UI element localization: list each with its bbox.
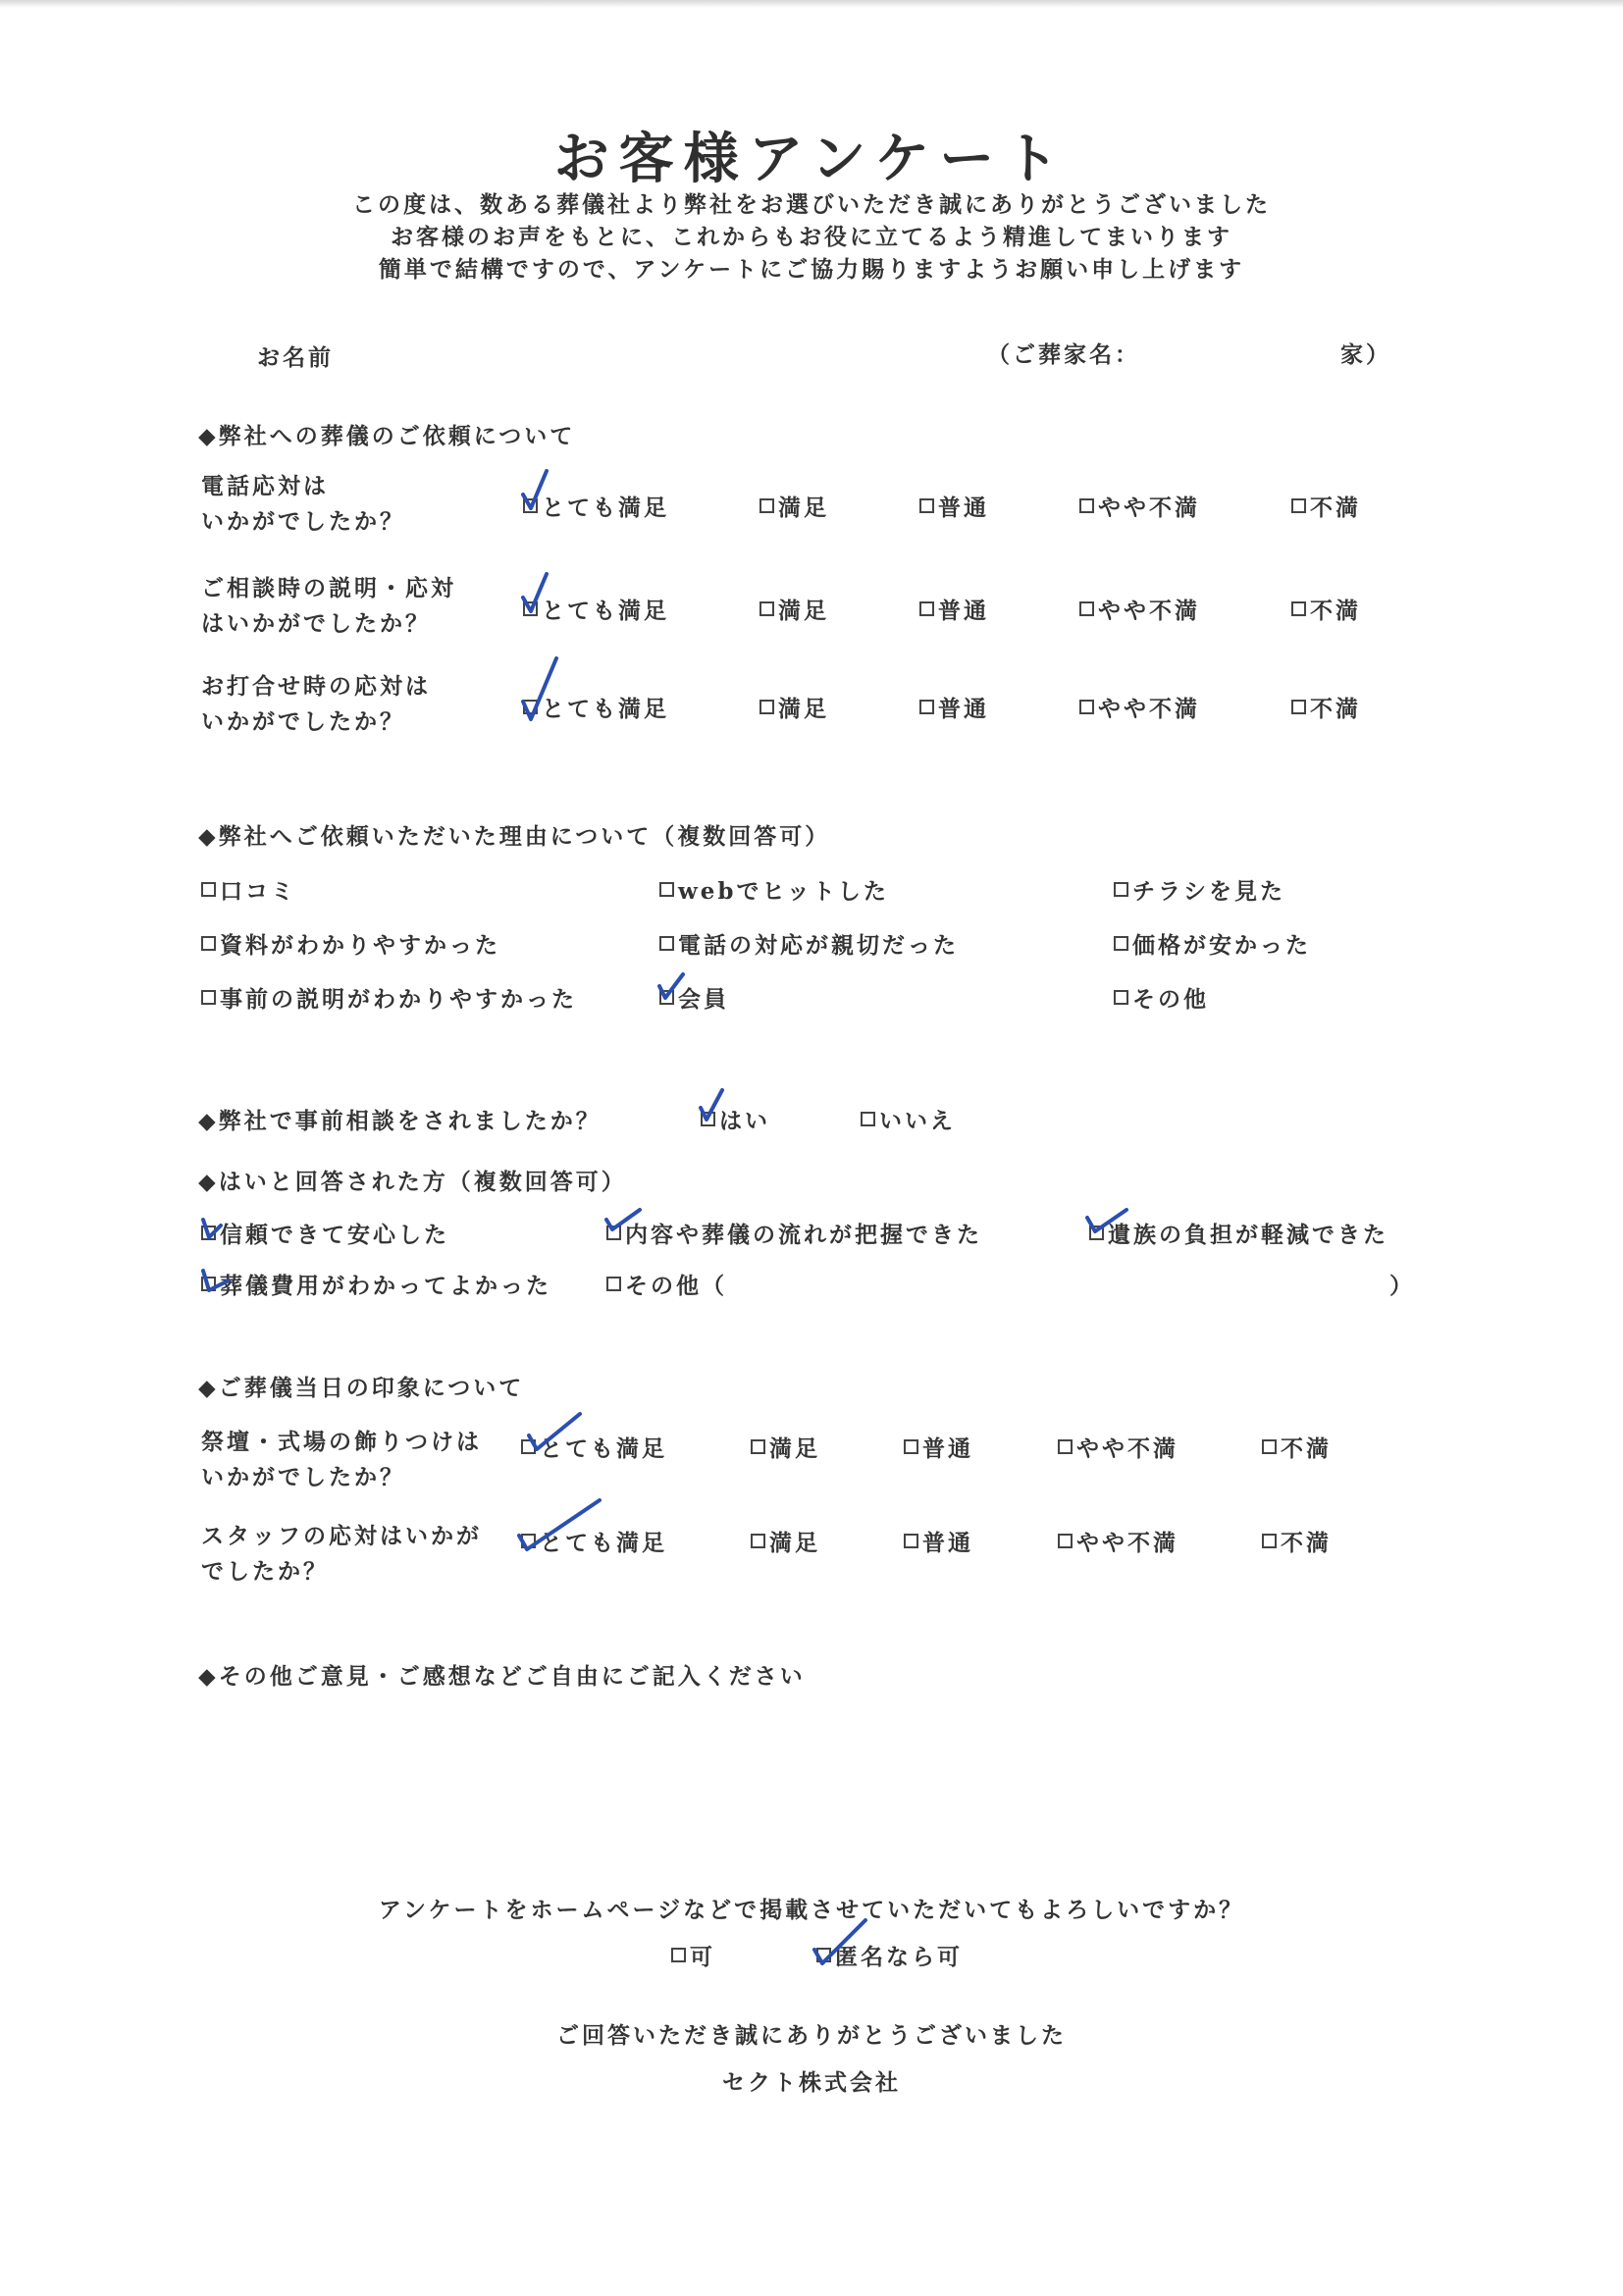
checkbox[interactable] [1114,882,1128,897]
reason-other[interactable]: その他 [1114,981,1209,1014]
checkbox[interactable] [659,990,674,1005]
checkbox[interactable] [904,1439,918,1454]
checkbox[interactable] [606,1226,621,1240]
checkbox[interactable] [1058,1439,1073,1454]
checkbox[interactable] [201,1277,216,1291]
checkbox[interactable] [1291,700,1306,714]
checkbox[interactable] [1262,1534,1277,1548]
option-dissatisfied[interactable]: 不満 [1291,691,1361,723]
reason-web[interactable]: webでヒットした [659,873,889,906]
checkbox[interactable] [201,990,216,1005]
checkbox[interactable] [1114,936,1128,951]
question-consultation: ご相談時の説明・応対 はいかがでしたか？ [201,575,456,637]
option-very-satisfied[interactable]: とても満足 [521,1525,667,1557]
followup-other[interactable]: その他（ [606,1268,727,1300]
question-phone: 電話応対は いかがでしたか？ [201,473,405,535]
option-very-satisfied[interactable]: とても満足 [521,1431,667,1463]
option-somewhat-dissatisfied[interactable]: やや不満 [1058,1431,1178,1463]
checkbox[interactable] [1114,990,1128,1005]
question-meeting: お打合せ時の応対は いかがでしたか？ [201,673,431,735]
checkbox[interactable] [751,1439,765,1454]
checkbox[interactable] [201,936,216,951]
checkbox[interactable] [1079,601,1094,616]
option-very-satisfied[interactable]: とても満足 [523,490,669,522]
option-very-satisfied[interactable]: とても満足 [523,691,669,723]
reason-member[interactable]: 会員 [659,981,729,1014]
publish-question: アンケートをホームページなどで掲載させていただいてもよろしいですか？ [378,1897,1245,1923]
option-average[interactable]: 普通 [919,593,989,625]
option-satisfied[interactable]: 満足 [751,1525,820,1557]
option-average[interactable]: 普通 [904,1525,973,1557]
checkbox[interactable] [606,1277,621,1291]
checkbox[interactable] [521,1534,536,1548]
option-average[interactable]: 普通 [919,490,989,522]
option-somewhat-dissatisfied[interactable]: やや不満 [1079,490,1200,522]
section-heading-yes-followup: ◆はいと回答された方（複数回答可） [198,1169,627,1195]
followup-burden[interactable]: 遺族の負担が軽減できた [1089,1217,1388,1249]
option-somewhat-dissatisfied[interactable]: やや不満 [1058,1525,1178,1557]
page-title: お客様アンケート [553,127,1070,191]
checkbox[interactable] [919,700,934,714]
option-dissatisfied[interactable]: 不満 [1262,1431,1332,1463]
option-average[interactable]: 普通 [919,691,989,723]
reason-flyer[interactable]: チラシを見た [1114,873,1285,906]
intro-line-2: お客様のお声をもとに、これからもお役に立てるよう精進してまいります [391,224,1232,250]
option-satisfied[interactable]: 満足 [751,1431,820,1463]
option-satisfied[interactable]: 満足 [759,593,829,625]
reason-materials[interactable]: 資料がわかりやすかった [201,927,500,960]
checkbox[interactable] [1089,1226,1104,1240]
checkbox[interactable] [201,1226,216,1240]
followup-other-close: ） [1389,1273,1415,1299]
reason-phone-kind[interactable]: 電話の対応が親切だった [659,927,959,960]
followup-flow[interactable]: 内容や葬儀の流れが把握できた [606,1217,982,1249]
checkbox[interactable] [759,700,774,714]
family-name-suffix: 家） [1340,341,1391,368]
section-heading-request: ◆弊社への葬儀のご依頼について [198,423,576,449]
checkbox[interactable] [1291,498,1306,513]
closing-message: ご回答いただき誠にありがとうございました [556,2022,1067,2049]
option-somewhat-dissatisfied[interactable]: やや不満 [1079,593,1200,625]
checkbox[interactable] [701,1112,715,1126]
checkbox[interactable] [904,1534,918,1548]
reason-word-of-mouth[interactable]: 口コミ [201,873,296,906]
scan-edge [0,0,1623,8]
checkbox[interactable] [919,498,934,513]
option-satisfied[interactable]: 満足 [759,490,829,522]
intro-line-3: 簡単で結構ですので、アンケートにご協力賜りますようお願い申し上げます [378,256,1245,283]
checkbox[interactable] [659,882,674,897]
checkbox[interactable] [816,1948,831,1962]
checkbox[interactable] [523,700,538,714]
checkbox[interactable] [521,1439,536,1454]
checkbox[interactable] [861,1112,875,1126]
checkbox[interactable] [523,601,538,616]
checkbox[interactable] [919,601,934,616]
question-altar: 祭壇・式場の飾りつけは いかがでしたか？ [201,1429,482,1490]
name-label: お名前 [257,344,334,371]
reason-explanation[interactable]: 事前の説明がわかりやすかった [201,981,577,1014]
comments-area[interactable] [201,1697,1398,1854]
family-name-label: （ご葬家名： [987,341,1140,368]
company-name: セクト株式会社 [722,2069,901,2096]
option-very-satisfied[interactable]: とても満足 [523,593,669,625]
checkbox[interactable] [751,1534,765,1548]
pre-consultation-no[interactable]: いいえ [861,1103,956,1135]
checkbox[interactable] [1291,601,1306,616]
reason-price[interactable]: 価格が安かった [1114,927,1311,960]
pre-consultation-yes[interactable]: はい [701,1103,770,1135]
publish-anonymous[interactable]: 匿名なら可 [816,1939,963,1971]
checkbox[interactable] [1079,700,1094,714]
checkbox[interactable] [671,1948,686,1962]
checkbox[interactable] [1058,1534,1073,1548]
pre-consultation-question: ◆弊社で事前相談をされましたか？ [198,1108,602,1134]
checkbox[interactable] [1079,498,1094,513]
option-somewhat-dissatisfied[interactable]: やや不満 [1079,691,1200,723]
checkbox[interactable] [1262,1439,1277,1454]
publish-allowed[interactable]: 可 [671,1939,715,1971]
followup-trust[interactable]: 信頼できて安心した [201,1217,449,1249]
checkbox[interactable] [201,882,216,897]
checkbox[interactable] [659,936,674,951]
option-dissatisfied[interactable]: 不満 [1262,1525,1332,1557]
question-staff: スタッフの応対はいかが でしたか？ [201,1523,482,1585]
option-satisfied[interactable]: 満足 [759,691,829,723]
section-heading-comments: ◆その他ご意見・ご感想などご自由にご記入ください [198,1663,806,1690]
section-heading-reason: ◆弊社へご依頼いただいた理由について（複数回答可） [198,823,831,850]
section-heading-funeral-day: ◆ご葬儀当日の印象について [198,1375,525,1401]
option-average[interactable]: 普通 [904,1431,973,1463]
option-dissatisfied[interactable]: 不満 [1291,490,1361,522]
option-dissatisfied[interactable]: 不満 [1291,593,1361,625]
checkbox[interactable] [523,498,538,513]
checkbox[interactable] [759,601,774,616]
intro-line-1: この度は、数ある葬儀社より弊社をお選びいただき誠にありがとうございました [352,191,1271,218]
followup-cost[interactable]: 葬儀費用がわかってよかった [201,1268,551,1300]
checkbox[interactable] [759,498,774,513]
